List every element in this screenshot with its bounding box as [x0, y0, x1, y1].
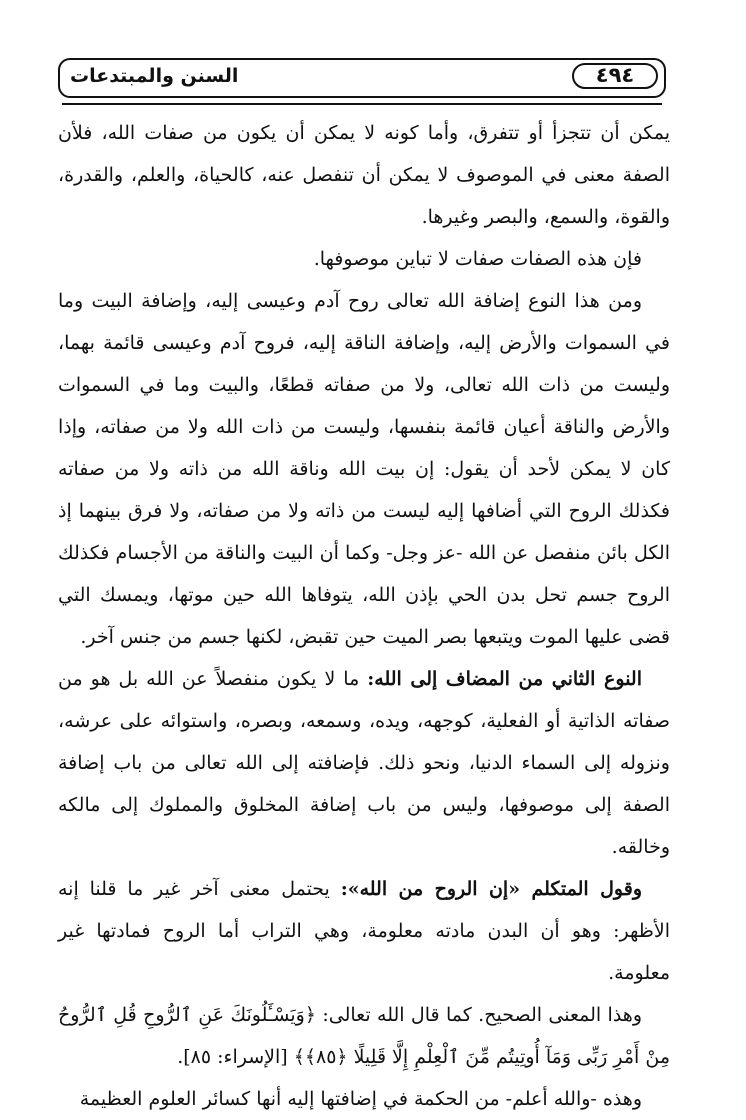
- paragraph: [58, 280, 670, 658]
- paragraph: [58, 238, 670, 280]
- paragraph-text: وهذه -والله أعلم- من الحكمة في إضافتها إليه أنها كسائر العلوم العظيمة: [79, 1088, 642, 1110]
- page-header: [58, 58, 666, 98]
- paragraph-lead: وقول المتكلم «إن الروح من الله»:: [340, 878, 642, 900]
- paragraph-text: وهذا المعنى الصحيح. كما قال الله تعالى:: [322, 1004, 642, 1026]
- paragraph: [58, 658, 670, 868]
- header-rule: [62, 103, 662, 105]
- verse-reference: [الإسراء: ٨٥].: [177, 1046, 294, 1068]
- quran-verse: ﴿وَيَسْـَٔلُونَكَ عَنِ ٱلرُّوحِ قُلِ ٱلرُّوحُ مِنْ أَمْرِ رَبِّى وَمَآ أُوتِيتُم مِّنَ ٱلْعِلْمِ إِلَّا قَلِيلًا ﴿٨٥﴾﴾: [58, 1004, 670, 1068]
- paragraph-text: ومن هذا النوع إضافة الله تعالى روح آدم وعيسى إليه، وإضافة البيت وما في السموات والأرض إليه، وإضافة الناقة إليه، فروح آدم وعيسى قائمة بهما، وليست من ذات الله تعالى، ولا من صفاته قطعًا، والبيت وما في السموات والأرض والناقة أعيان قائمة بنفسها، وليست من ذات الله ولا من صفاته، وإذا كان لا يمكن لأحد أن يقول: إن بيت الله وناقة الله من ذاته ولا من صفاته فكذلك الروح التي أضافها إليه ليست من ذاته ولا من صفاته، ولا فرق بينهما إذ الكل بائن منفصل عن الله -عز وجل- وكما أن البيت والناقة من الأجسام فكذلك الروح جسم تحل بدن الحي بإذن الله، يتوفاها الله حين موتها، ويمسك التي قضى عليها الموت ويتبعها بصر الميت حين تقبض، لكنها جسم من جنس آخر.: [58, 290, 670, 648]
- body-text: [58, 112, 670, 1120]
- paragraph: [58, 112, 670, 238]
- paragraph-text: يحتمل معنى آخر غير ما قلنا إنه الأظهر: وهو أن البدن مادته معلومة، وهي التراب أما الروح فمادتها غير معلومة.: [58, 878, 670, 984]
- paragraph: [58, 1078, 670, 1120]
- running-title: السنن والمبتدعات: [70, 65, 239, 87]
- paragraph: [58, 994, 670, 1078]
- paragraph-text: ما لا يكون منفصلاً عن الله بل هو من صفاته الذاتية أو الفعلية، كوجهه، ويده، وسمعه، وبصره، واستوائه على عرشه، ونزوله إلى السماء الدنيا، ونحو ذلك. فإضافته إلى الله تعالى من باب إضافة الصفة إلى موصوفها، وليس من باب إضافة المخلوق والمملوك إلى مالكه وخالقه.: [58, 668, 670, 858]
- paragraph-lead: النوع الثاني من المضاف إلى الله:: [367, 668, 642, 690]
- page-number: ٤٩٤: [572, 63, 658, 89]
- paragraph-text: يمكن أن تتجزأ أو تتفرق، وأما كونه لا يمكن أن يكون من صفات الله، فلأن الصفة معنى في الموصوف لا يمكن أن تنفصل عنه، كالحياة، والعلم، والقدرة، والقوة، والسمع، والبصر وغيرها.: [58, 122, 670, 228]
- paragraph: [58, 868, 670, 994]
- paragraph-text: فإن هذه الصفات صفات لا تباين موصوفها.: [313, 248, 642, 270]
